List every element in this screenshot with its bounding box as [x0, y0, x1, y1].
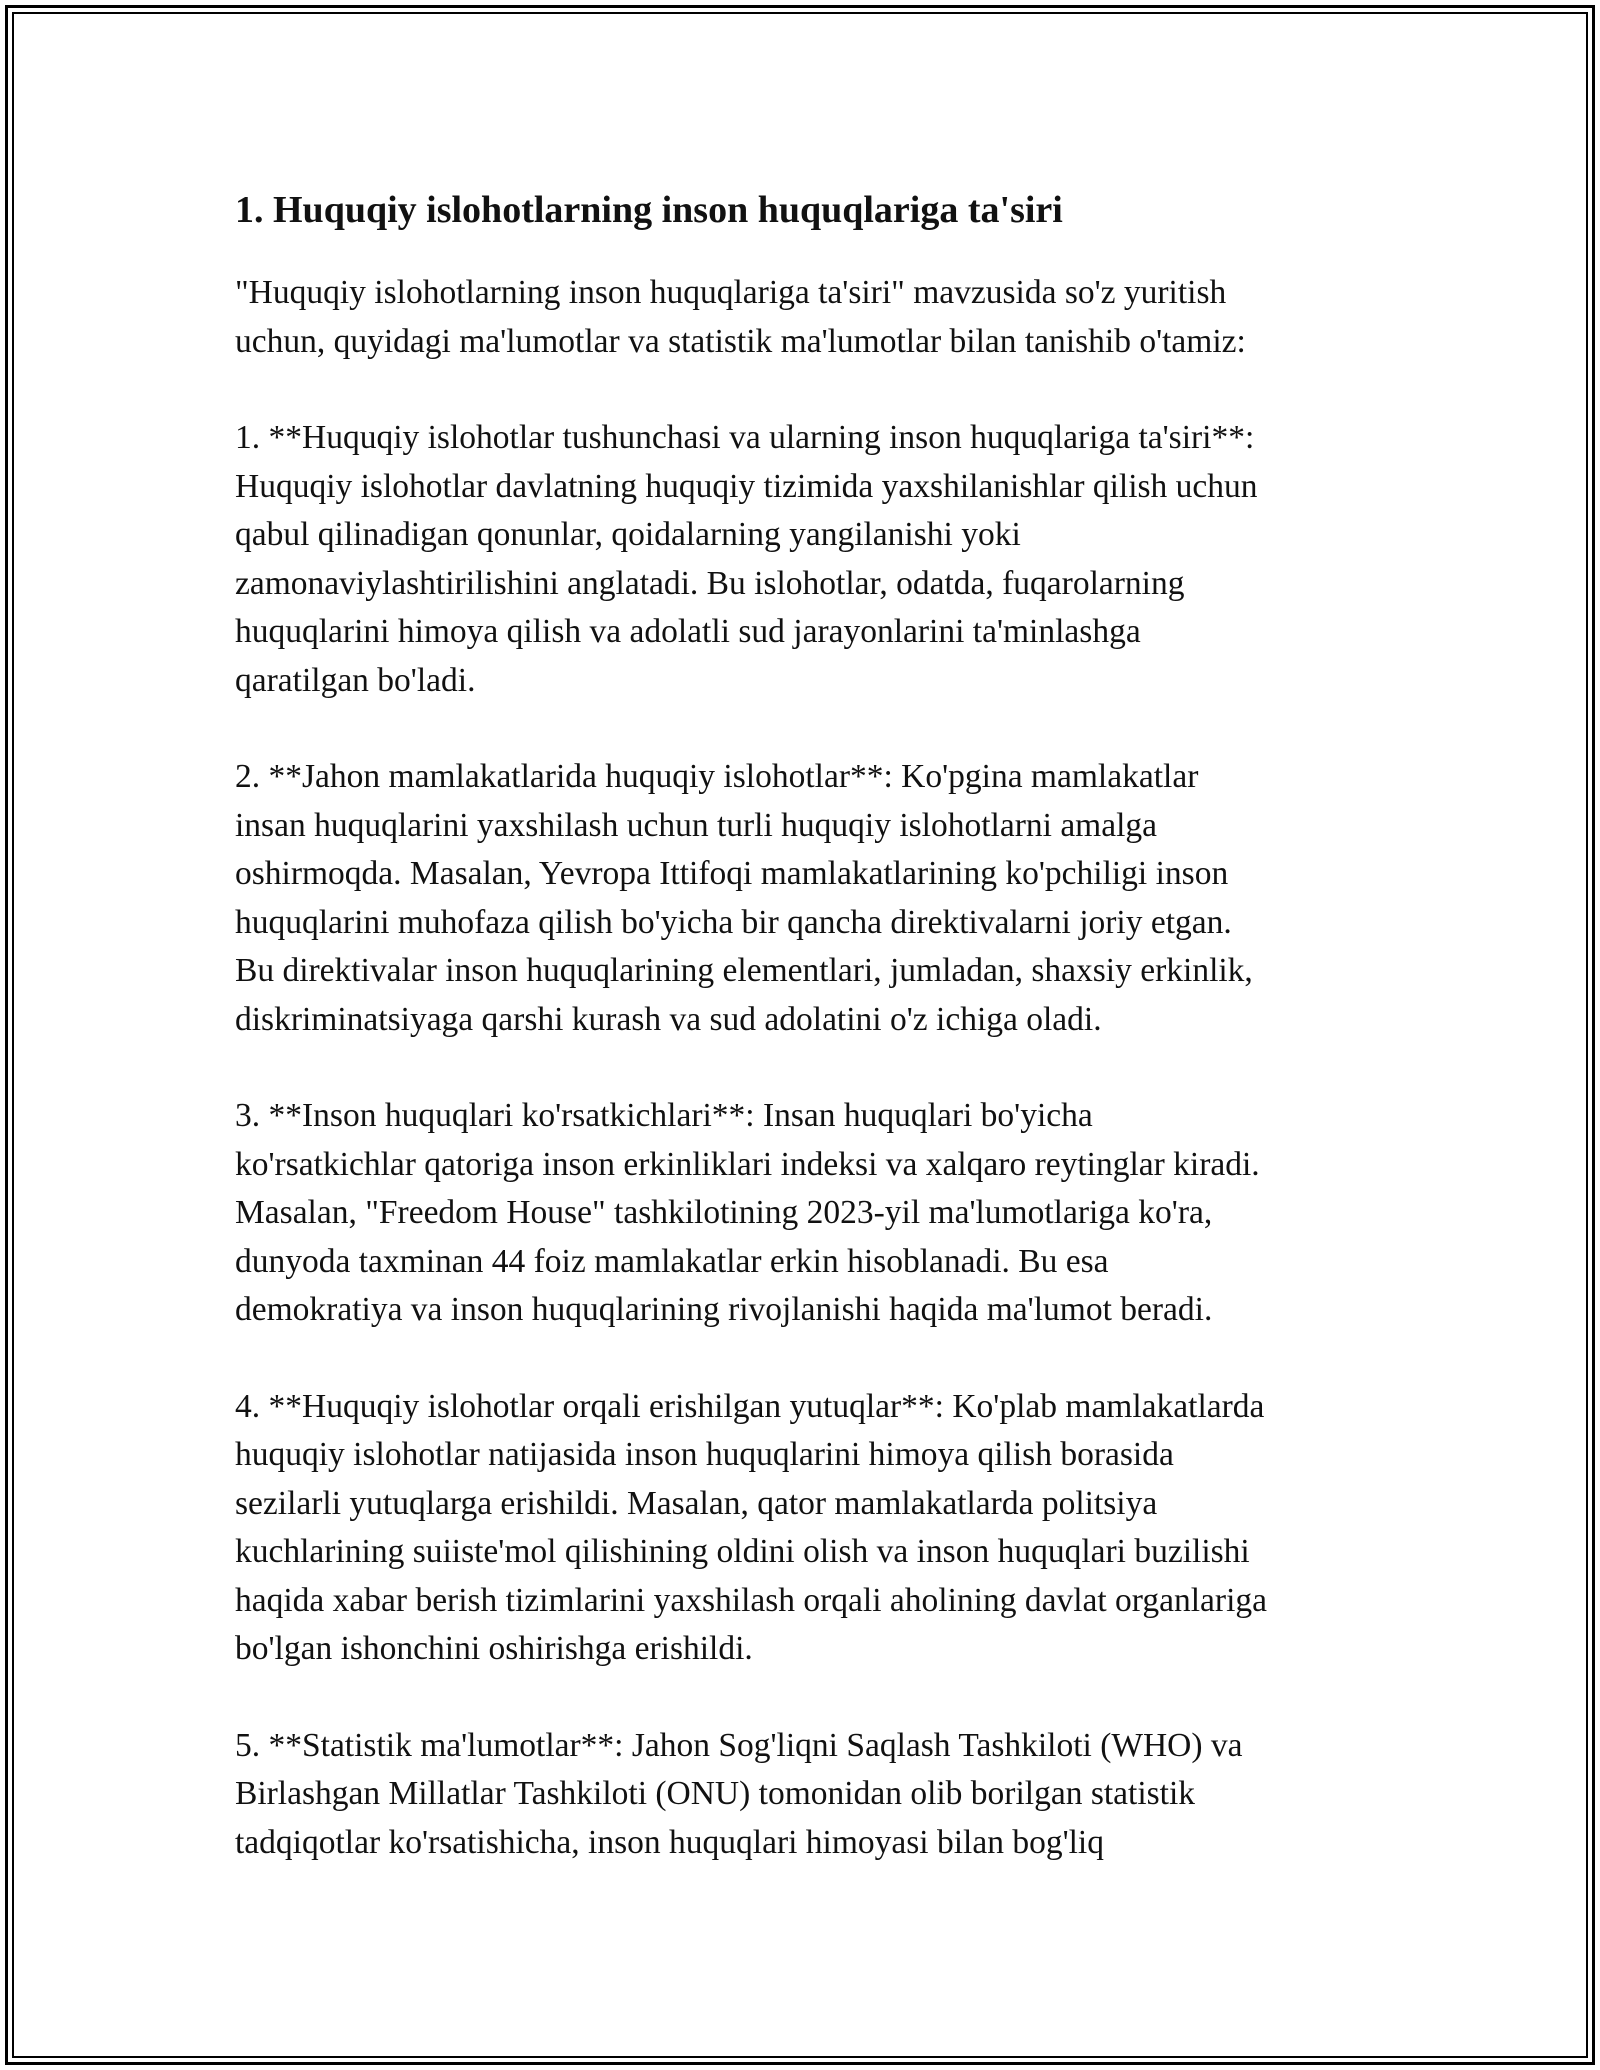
document-page — [235, 185, 1385, 1915]
paragraph-2: 2. **Jahon mamlakatlarida huquqiy islohotlar**: Ko'pgina mamlakatlar insan huquqlarini yaxshilash uchun turli huquqiy islohotlarni amalga oshirmoqda. Masalan, Yevropa Ittifoqi mamlakatlarining ko'pchiligi inson huquqlarini muhofaza qilish bo'yicha bir qancha direktivalarni joriy etgan. Bu direktivalar inson huquqlarining elementlari, jumladan, shaxsiy erkinlik, diskriminatsiyaga qarshi kurash va sud adolatini o'z ichiga oladi. — [235, 758, 1253, 1038]
paragraph-4: 4. **Huquqiy islohotlar orqali erishilgan yutuqlar**: Ko'plab mamlakatlarda huquqiy islohotlar natijasida inson huquqlarini himoya qilish borasida sezilarli yutuqlarga erishildi. Masalan, qator mamlakatlarda politsiya kuchlarining suiiste'mol qilishining oldini olish va inson huquqlari buzilishi haqida xabar berish tizimlarini yaxshilash orqali aholining davlat organlariga bo'lgan ishonchini oshirishga erishildi. — [235, 1387, 1267, 1667]
paragraph-3: 3. **Inson huquqlari ko'rsatkichlari**: Insan huquqlari bo'yicha ko'rsatkichlar qatoriga inson erkinliklari indeksi va xalqaro reytinglar kiradi. Masalan, "Freedom House" tashkilotining 2023-yil ma'lumotlariga ko'ra, dunyoda taxminan 44 foiz mamlakatlar erkin hisoblanadi. Bu esa demokratiya va inson huquqlarining rivojlanishi haqida ma'lumot beradi. — [235, 1097, 1260, 1328]
paragraph-5: 5. **Statistik ma'lumotlar**: Jahon Sog'liqni Saqlash Tashkiloti (WHO) va Birlashgan Millatlar Tashkiloti (ONU) tomonidan olib borilgan statistik tadqiqotlar ko'rsatishicha, inson huquqlari himoyasi bilan bog'liq — [235, 1726, 1243, 1861]
document-title: 1. Huquqiy islohotlarning inson huquqlariga ta'siri — [235, 189, 1063, 231]
paragraph-1: 1. **Huquqiy islohotlar tushunchasi va ularning inson huquqlariga ta'siri**: Huquqiy islohotlar davlatning huquqiy tizimida yaxshilanishlar qilish uchun qabul qilinadigan qonunlar, qoidalarning yangilanishi yoki zamonaviylashtirilishini anglatadi. Bu islohotlar, odatda, fuqarolarning huquqlarini himoya qilish va adolatli sud jarayonlarini ta'minlashga qaratilgan bo'ladi. — [235, 419, 1258, 699]
intro-paragraph: "Huquqiy islohotlarning inson huquqlariga ta'siri" mavzusida so'z yuritish uchun, quyidagi ma'lumotlar va statistik ma'lumotlar bilan tanishib o'tamiz: — [235, 274, 1246, 360]
